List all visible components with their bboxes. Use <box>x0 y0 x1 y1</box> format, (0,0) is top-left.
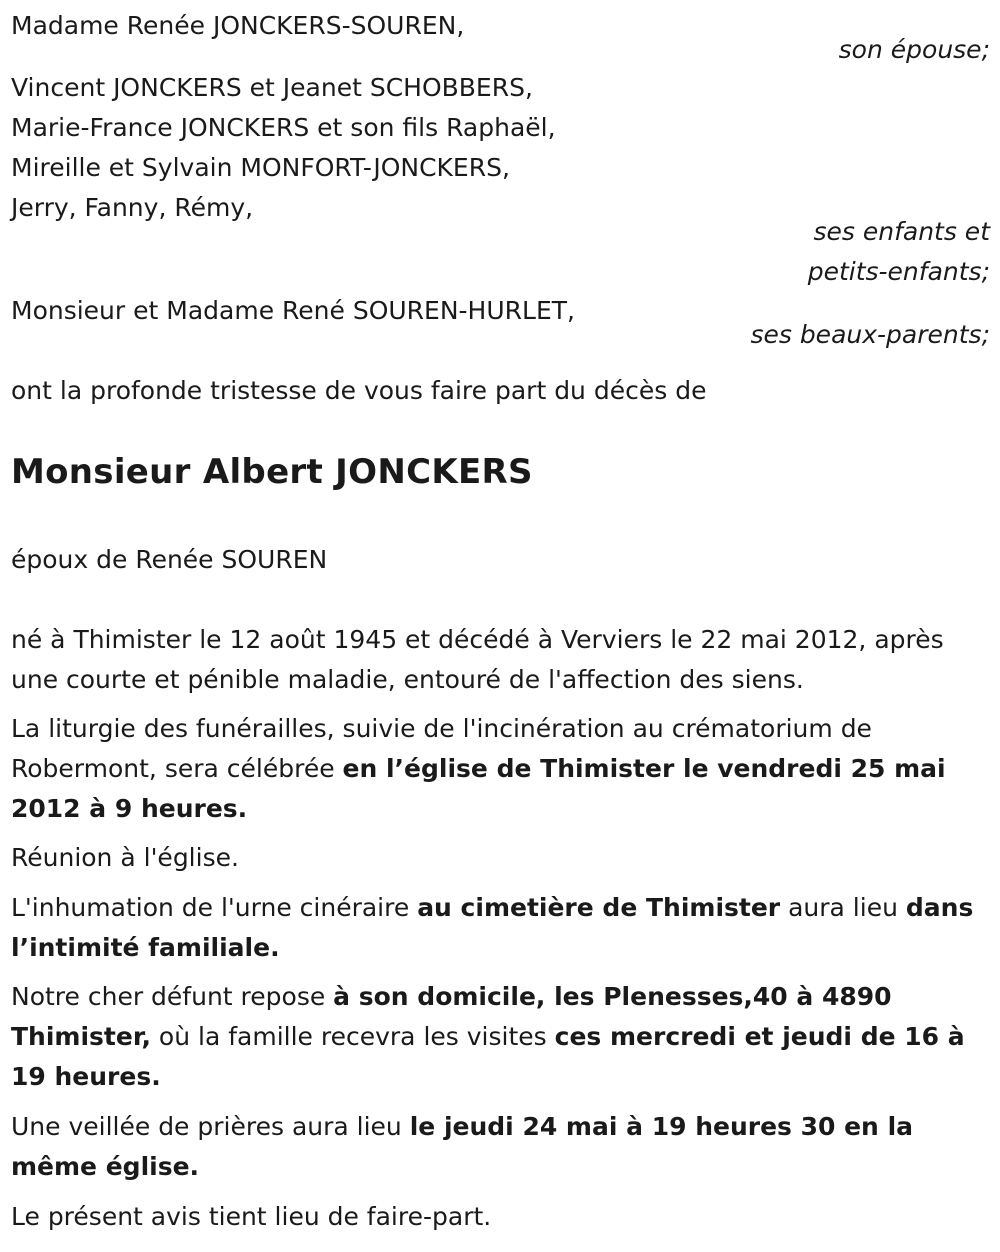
children-role-1: ses enfants et <box>813 217 990 246</box>
reunion-paragraph: Réunion à l'église. <box>11 843 239 872</box>
spouse-role: son épouse; <box>838 35 990 64</box>
rest-bold-2: ces mercredi et jeudi de 16 à 19 heures. <box>11 1022 965 1091</box>
inhumation-paragraph <box>11 888 982 968</box>
inlaws-name: Monsieur et Madame René SOUREN-HURLET, <box>11 296 575 325</box>
rest-text: Notre cher défunt repose <box>11 982 334 1011</box>
announcement-text: ont la profonde tristesse de vous faire part du décès de <box>11 376 707 405</box>
liturgy-text: La liturgie des funérailles, suivie de l'incinération au crématorium de Robermont, sera célébrée <box>11 714 872 783</box>
deceased-name: Monsieur Albert JONCKERS <box>11 452 533 492</box>
vigil-bold: le jeudi 24 mai à 19 heures 30 en la même église. <box>11 1112 914 1181</box>
inhumation-text-2: aura lieu <box>780 893 906 922</box>
rest-text-2: où la famille recevra les visites <box>150 1022 555 1051</box>
child-line-4: Jerry, Fanny, Rémy, <box>11 193 254 222</box>
vigil-text: Une veillée de prières aura lieu <box>11 1112 410 1141</box>
spouse-of: époux de Renée SOUREN <box>11 545 328 574</box>
inhumation-text: L'inhumation de l'urne cinéraire <box>11 893 418 922</box>
inhumation-bold-2: dans l’intimité familiale. <box>11 893 974 962</box>
child-line-1: Vincent JONCKERS et Jeanet SCHOBBERS, <box>11 73 533 102</box>
vigil-paragraph <box>11 1107 982 1187</box>
inlaws-role: ses beaux-parents; <box>750 320 990 349</box>
child-line-3: Mireille et Sylvain MONFORT-JONCKERS, <box>11 153 510 182</box>
children-role-2: petits-enfants; <box>807 257 990 286</box>
spouse-name: Madame Renée JONCKERS-SOUREN, <box>11 11 465 40</box>
birth-death-paragraph: né à Thimister le 12 août 1945 et décédé à Verviers le 22 mai 2012, après une courte et pénible maladie, entouré de l'affection des siens. <box>11 625 944 694</box>
closing-paragraph: Le présent avis tient lieu de faire-part. <box>11 1202 492 1231</box>
rest-paragraph <box>11 977 982 1097</box>
inhumation-bold-1: au cimetière de Thimister <box>417 893 781 922</box>
child-line-2: Marie-France JONCKERS et son fils Raphaël, <box>11 113 556 142</box>
liturgy-paragraph <box>11 709 982 829</box>
rest-bold-1: à son domicile, les Plenesses,40 à 4890 Thimister, <box>11 982 892 1051</box>
liturgy-bold: en l’église de Thimister le vendredi 25 mai 2012 à 9 heures. <box>11 754 946 823</box>
